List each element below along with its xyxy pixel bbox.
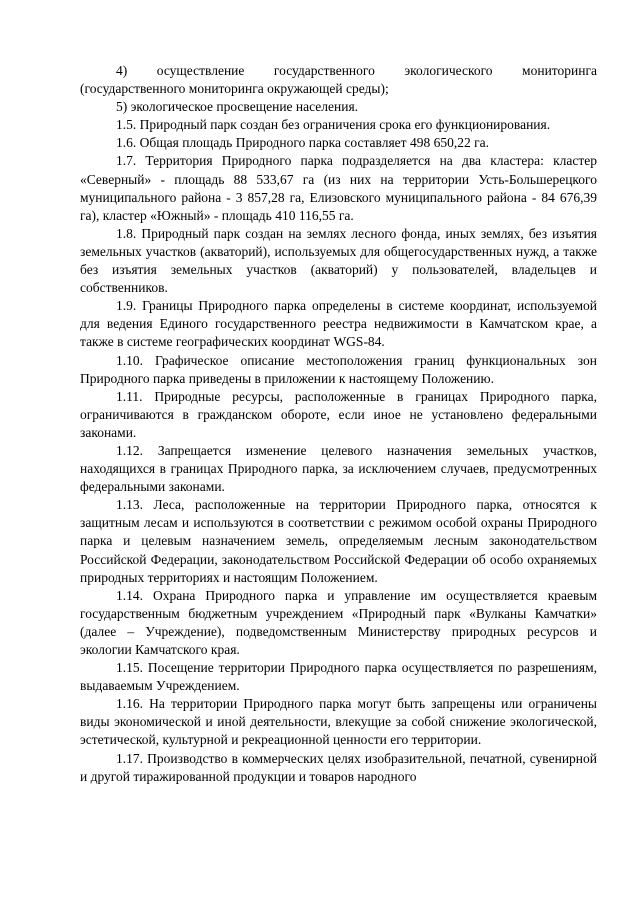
paragraph-education: 5) экологическое просвещение населения. [116, 99, 359, 115]
paragraph-1-5: 1.5. Природный парк создан без ограничения срока его функционирования. [116, 117, 551, 133]
paragraph-1-7: 1.7. Территория Природного парка подразделяется на два кластера: кластер «Северный» - площадь 88 533,67 га (из них на территории Усть-Большерецкого муниципального района - 3 857,28 га, Елизовского муниципального района - 84 676,39 га), кластер «Южный» - площадь 410 116,55 га. [80, 153, 597, 223]
paragraph-1-6: 1.6. Общая площадь Природного парка составляет 498 650,22 га. [116, 135, 489, 151]
paragraph-1-15: 1.15. Посещение территории Природного парка осуществляется по разрешениям, выдаваемым Учреждением. [80, 660, 597, 694]
paragraph-1-11: 1.11. Природные ресурсы, расположенные в границах Природного парка, ограничиваются в гражданском обороте, если иное не установлено федеральными законами. [80, 388, 597, 440]
paragraph-1-13: 1.13. Леса, расположенные на территории Природного парка, относятся к защитным лесам и используются в соответствии с режимом особой охраны Природного парка и целевым назначением земель, определяемым лесным законодательством Российской Федерации, законодательством Российской Федерации об особо охраняемых природных территориях и настоящим Положением. [80, 497, 597, 585]
document-page [80, 62, 597, 786]
paragraph-1-16: 1.16. На территории Природного парка могут быть запрещены или ограничены виды экономической и иной деятельности, влекущие за собой снижение экологической, эстетической, культурной и рекреационной ценности его территории. [80, 696, 597, 748]
paragraph-1-9: 1.9. Границы Природного парка определены в системе координат, используемой для ведения Единого государственного реестра недвижимости в Камчатском крае, а также в системе географических координат WGS-84. [80, 298, 597, 350]
paragraph-1-12: 1.12. Запрещается изменение целевого назначения земельных участков, находящихся в границах Природного парка, за исключением случаев, предусмотренных федеральными законами. [80, 442, 597, 495]
paragraph-1-17: 1.17. Производство в коммерческих целях изобразительной, печатной, сувенирной и другой тиражированной продукции и товаров народного [80, 750, 597, 784]
paragraph-1-8: 1.8. Природный парк создан на землях лесного фонда, иных землях, без изъятия земельных участков (акваторий), используемых для общегосударственных нужд, а также без изъятия земельных участков (акваторий) у пользователей, владельцев и собственников. [80, 225, 597, 296]
paragraph-1-10: 1.10. Графическое описание местоположения границ функциональных зон Природного парка приведены в приложении к настоящему Положению. [80, 352, 597, 386]
paragraph-1-14: 1.14. Охрана Природного парка и управление им осуществляется краевым государственным бюджетным учреждением «Природный парк «Вулканы Камчатки» (далее – Учреждение), подведомственным Министерству природных ресурсов и экологии Камчатского края. [80, 587, 597, 657]
paragraph-monitoring: 4) осуществление государственного экологического мониторинга (государственного мониторинга окружающей среды); [80, 63, 597, 97]
